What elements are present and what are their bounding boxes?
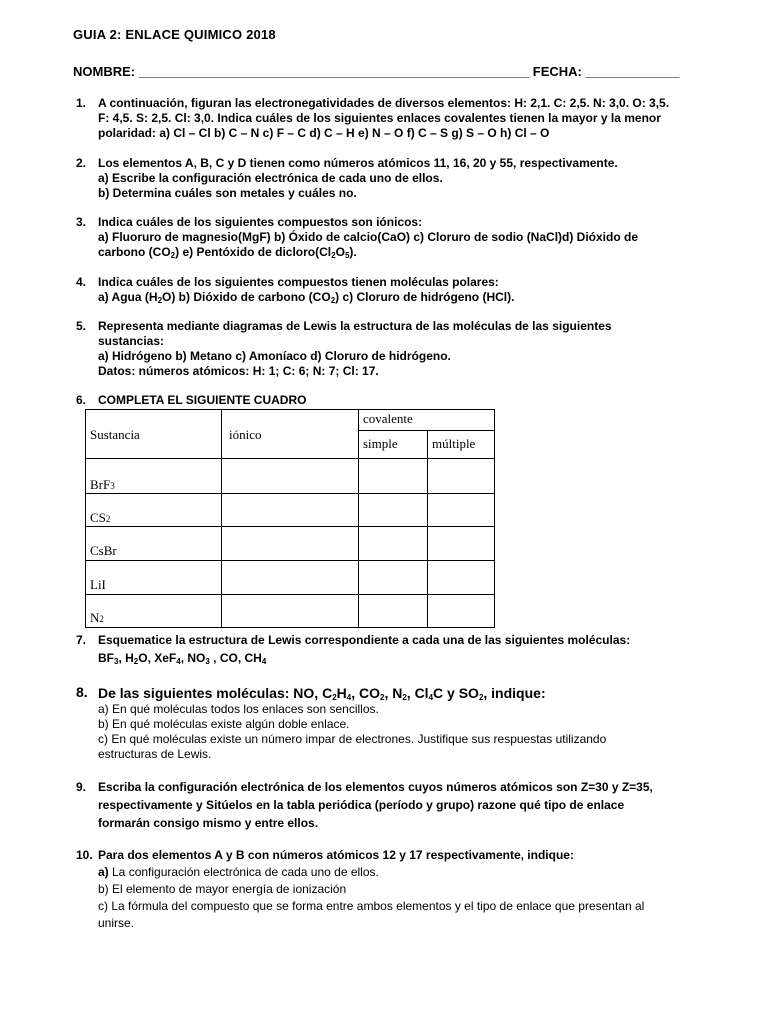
question-text: $BF_3$, $H_2O$, XeF$_4$, $NO_3$ , CO, $CH_4$ <box>98 651 267 666</box>
question-number: 7. <box>76 633 87 647</box>
question-text: Los elementos A, B, C y D tienen como números atómicos 11, 16, 20 y 55, respectivamente. <box>98 156 618 170</box>
question-number: 6. <box>76 393 87 407</box>
question-number: 5. <box>76 319 87 333</box>
nombre-blank: ______________________________________________________ <box>138 64 530 79</box>
question-number: 4. <box>76 275 87 289</box>
question-number: 10. <box>76 848 93 862</box>
header-simple: simple <box>363 436 398 451</box>
header-covalente: covalente <box>363 411 413 426</box>
question-text: a) Hidrógeno b) Metano c) Amoníaco d) Cloruro de hidrógeno. <box>98 349 451 363</box>
question-text: Escriba la configuración electrónica de los elementos cuyos números atómicos son Z=30 y Z=35, <box>98 780 653 794</box>
row-substance: N2 <box>90 610 104 625</box>
question-text: b) Determina cuáles son metales y cuáles no. <box>98 186 357 200</box>
question-text: Indica cuáles de los siguientes compuestos tienen moléculas polares: <box>98 275 499 289</box>
header-sustancia: Sustancia <box>90 427 140 442</box>
question-text: a) La configuración electrónica de cada uno de ellos. <box>98 865 379 879</box>
fecha-blank: _____________ <box>585 64 680 79</box>
question-number: 9. <box>76 780 87 794</box>
bond-table <box>85 409 495 628</box>
question-text: carbono $(CO_2)$ e) Pentóxido de $dicloro(Cl_2O_5)$. <box>98 245 357 260</box>
question-text: a) Agua $(H_2O)$ b) Dióxido de carbono $(CO_2)$ c) Cloruro de hidrógeno (HCl). <box>98 290 515 305</box>
question-text: COMPLETA EL SIGUIENTE CUADRO <box>98 393 307 407</box>
question-number: 2. <box>76 156 87 170</box>
question-text: Datos: números atómicos: H: 1; C: 6; N: 7; Cl: 17. <box>98 364 379 378</box>
question-text: Representa mediante diagramas de Lewis la estructura de las moléculas de las siguientes <box>98 319 612 333</box>
question-text: F: 4,5. S: 2,5. Cl: 3,0. Indica cuáles de los siguientes enlaces covalentes tienen la mayor y la menor <box>98 111 661 125</box>
name-date-line <box>73 64 680 79</box>
row-substance: LiI <box>90 577 106 592</box>
question-text: Esquematice la estructura de Lewis correspondiente a cada una de las siguientes moléculas: <box>98 633 631 647</box>
row-substance: CS2 <box>90 510 111 525</box>
question-text: b) El elemento de mayor energía de ionización <box>98 882 347 896</box>
question-text: sustancias: <box>98 334 165 348</box>
question-text: c) En qué moléculas existe un número impar de electrones. Justifique sus respuestas utilizando <box>98 732 607 746</box>
question-text: b) En qué moléculas existe algún doble enlace. <box>98 717 350 731</box>
question-number: 8. <box>76 684 88 700</box>
question-text: A continuación, figuran las electronegatividades de diversos elementos: H: 2,1. C: 2,5. N: 3,0. O: 3,5. <box>98 96 670 110</box>
page-title: GUIA 2: ENLACE QUIMICO 2018 <box>73 27 276 42</box>
question-text: polaridad: a) Cl – Cl b) C – N c) F – C d) C – H e) N – O f) C – S g) S – O h) Cl – O <box>98 126 550 140</box>
question-text: unirse. <box>98 916 135 930</box>
question-text: Indica cuáles de los siguientes compuestos son iónicos: <box>98 215 423 229</box>
row-substance: CsBr <box>90 543 117 558</box>
question-text: a) Escribe la configuración electrónica de cada uno de ellos. <box>98 171 443 185</box>
question-text: a) En qué moléculas todos los enlaces son sencillos. <box>98 702 379 716</box>
question-text: estructuras de Lewis. <box>98 747 212 761</box>
header-multiple: múltiple <box>432 436 476 451</box>
question-text: respectivamente y Sitúelos en la tabla periódica (período y grupo) razone qué tipo de enlace <box>98 798 625 812</box>
question-number: 1. <box>76 96 87 110</box>
fecha-label: FECHA: <box>532 64 582 79</box>
row-substance: BrF3 <box>90 477 115 492</box>
question-text: Para dos elementos A y B con números atómicos 12 y 17 respectivamente, indique: <box>98 848 574 862</box>
nombre-label: NOMBRE: <box>73 64 136 79</box>
question-text: formarán consigo mismo y entre ellos. <box>98 816 319 830</box>
header-ionico: iónico <box>229 427 262 442</box>
question-text: a) Fluoruro de magnesio(MgF) b) Óxido de calcio(CaO) c) Cloruro de sodio (NaCl)d) Dióxido de <box>98 230 639 244</box>
question-text: c) La fórmula del compuesto que se forma entre ambos elementos y el tipo de enlace que presentan al <box>98 899 645 913</box>
question-text: De las siguientes moléculas: NO, $C_2H_4$, $CO_2$, $N_2$, $Cl_4C$ y $SO_2$, indique: <box>98 685 546 702</box>
question-number: 3. <box>76 215 87 229</box>
